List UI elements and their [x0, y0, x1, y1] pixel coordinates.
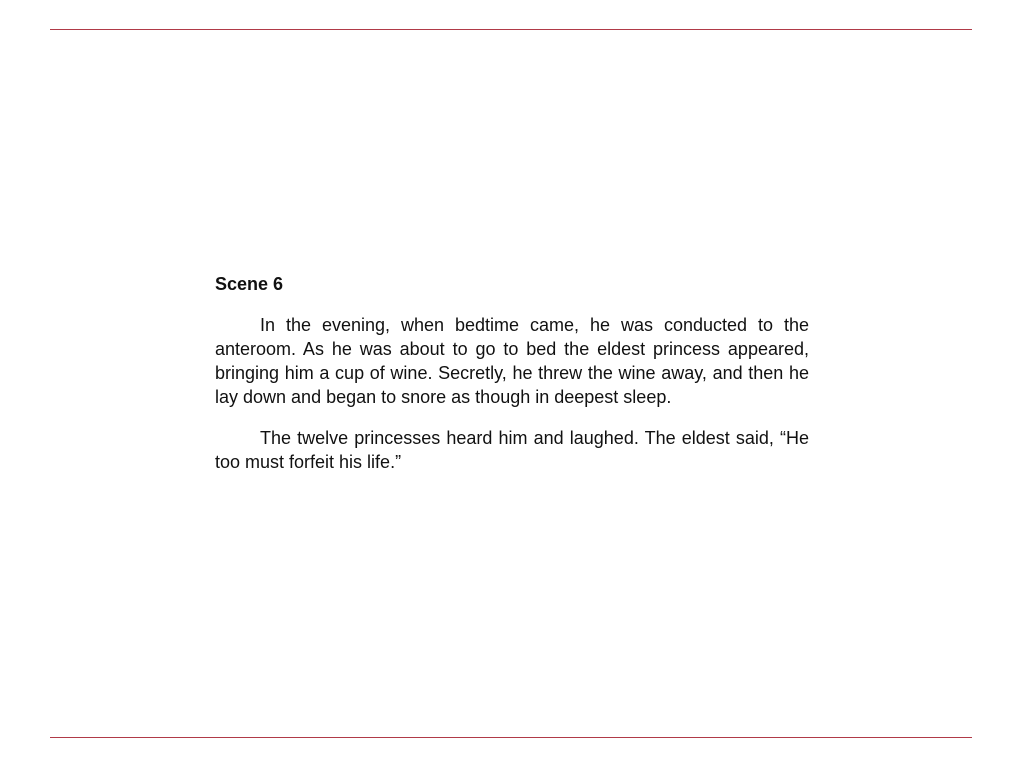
- document-body: [215, 272, 809, 491]
- scene-heading: Scene 6: [215, 274, 284, 294]
- bottom-divider: [50, 737, 972, 738]
- top-divider: [50, 29, 972, 30]
- paragraph-1: In the evening, when bedtime came, he was conducted to the anteroom. As he was about to go to bed the eldest princess appeared, bringing him a cup of wine. Secretly, he threw the wine away, and then he lay down and began to snore as though in deepest sleep.: [215, 315, 809, 407]
- paragraph-2: The twelve princesses heard him and laughed. The eldest said, “He too must forfeit his life.”: [215, 428, 809, 472]
